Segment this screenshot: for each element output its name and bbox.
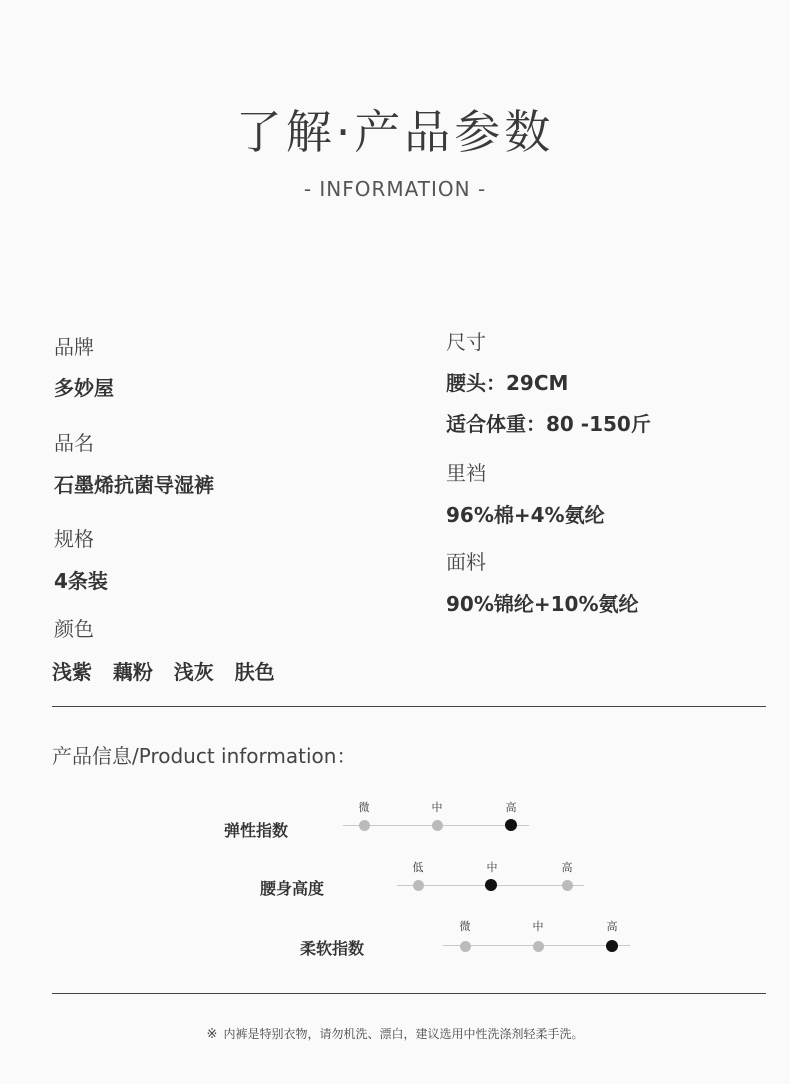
slider-waist-height-tick-mid: 中 — [486, 861, 498, 874]
slider-elasticity-dot-low — [359, 820, 370, 831]
slider-softness-tick-mid: 中 — [532, 920, 544, 933]
slider-softness-dot-low — [460, 941, 471, 952]
product-name-label: 品名 — [54, 431, 94, 455]
slider-softness-tick-low: 微 — [459, 920, 471, 933]
color-label: 颜色 — [54, 617, 94, 641]
slider-elasticity-tick-high: 高 — [505, 801, 517, 814]
color-value: 浅紫 藕粉 浅灰 肤色 — [52, 660, 275, 684]
slider-waist-height-dot-low — [413, 880, 424, 891]
slider-waist-height-dot-mid — [485, 879, 497, 891]
slider-elasticity-tick-mid: 中 — [431, 801, 443, 814]
slider-elasticity-dot-mid — [432, 820, 443, 831]
slider-softness-label: 柔软指数 — [299, 939, 364, 958]
slider-softness-dot-mid — [533, 941, 544, 952]
page-title: 了解·产品参数 — [235, 105, 555, 159]
size-waist-value: 腰头：29CM — [446, 371, 569, 395]
product-info-heading: 产品信息/Product information： — [52, 744, 357, 768]
size-weight-value: 适合体重：80 -150斤 — [446, 412, 651, 436]
page-subtitle: - INFORMATION - — [303, 177, 487, 201]
slider-elasticity-dot-high — [505, 819, 517, 831]
slider-elasticity-tick-low: 微 — [358, 801, 370, 814]
crotch-label: 里裆 — [446, 461, 486, 485]
spec-label: 规格 — [54, 527, 94, 551]
care-note — [0, 1025, 790, 1042]
product-name-value: 石墨烯抗菌导湿裤 — [54, 473, 214, 497]
crotch-value: 96%棉+4%氨纶 — [446, 503, 605, 527]
divider-top — [52, 706, 766, 707]
fabric-label: 面料 — [446, 550, 486, 574]
care-note-text: 内裤是特别衣物，请勿机洗、漂白，建议选用中性洗涤剂轻柔手洗。 — [223, 1027, 584, 1041]
slider-waist-height-tick-low: 低 — [412, 861, 424, 874]
brand-value: 多妙屋 — [54, 376, 114, 400]
divider-bottom — [52, 993, 766, 994]
size-label: 尺寸 — [446, 330, 486, 354]
slider-elasticity-label: 弹性指数 — [223, 821, 288, 840]
slider-softness-tick-high: 高 — [606, 920, 618, 933]
slider-waist-height-label: 腰身高度 — [259, 879, 324, 898]
spec-value: 4条装 — [54, 569, 108, 593]
slider-softness-dot-high — [606, 940, 618, 952]
fabric-value: 90%锦纶+10%氨纶 — [446, 592, 639, 616]
brand-label: 品牌 — [54, 335, 94, 359]
reference-mark-icon: ※ — [206, 1027, 218, 1042]
slider-waist-height-dot-high — [562, 880, 573, 891]
slider-waist-height-tick-high: 高 — [561, 861, 573, 874]
